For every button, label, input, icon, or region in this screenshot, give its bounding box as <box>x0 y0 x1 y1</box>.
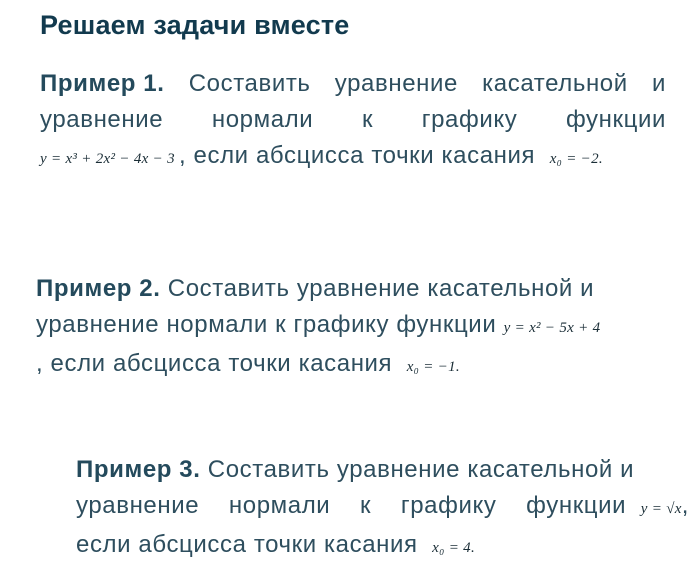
example-3-condition: если абсцисса точки касания <box>76 531 418 558</box>
example-2-end: . <box>455 359 460 375</box>
example-3-word: уравнение <box>76 492 200 519</box>
example-2-line-2 <box>36 307 684 346</box>
example-1-word: касательной <box>482 70 628 97</box>
example-3-formula: y = √x <box>640 501 682 517</box>
example-1-label: Пример 1. <box>40 70 165 97</box>
example-1-word: уравнение <box>334 70 458 97</box>
example-3-line-3 <box>76 527 689 566</box>
example-1-word: Составить <box>188 70 311 97</box>
example-3-word: к <box>360 492 372 519</box>
example-1-condition: , если абсцисса точки касания <box>178 142 536 169</box>
example-3-x0: x₀ = 4 <box>432 540 471 556</box>
example-1-line-3 <box>40 138 666 177</box>
example-3-word: функции <box>526 492 627 519</box>
example-2-line-3 <box>36 346 684 385</box>
example-2-label: Пример 2. <box>36 275 161 302</box>
example-3-text: Составить уравнение касательной и <box>207 456 635 483</box>
example-2 <box>36 271 684 385</box>
example-1-word: графику <box>421 106 518 133</box>
example-3-word: графику <box>400 492 497 519</box>
example-2-formula: y = x² − 5x + 4 <box>503 320 601 336</box>
example-1-line-2 <box>40 102 666 138</box>
example-1-word: нормали <box>211 106 314 133</box>
example-3-end: . <box>470 540 476 556</box>
example-1-word: к <box>361 106 374 133</box>
page-title: Решаем задачи вместе <box>40 10 350 40</box>
example-1-line-1 <box>40 66 666 102</box>
example-3-word: нормали <box>228 492 331 519</box>
example-1-word: и <box>651 70 666 97</box>
example-1 <box>40 66 666 177</box>
example-1-end: . <box>598 151 603 167</box>
example-2-text: уравнение нормали к графику функции <box>36 311 497 338</box>
example-2-condition: , если абсцисса точки касания <box>36 350 393 377</box>
example-1-formula-text: y = x³ + 2x² − 4x − 3 <box>40 151 175 167</box>
example-3-line-1 <box>76 452 689 488</box>
example-2-line-1 <box>36 271 684 307</box>
example-1-word: уравнение <box>40 106 164 133</box>
example-1-word: функции <box>565 106 666 133</box>
example-3-line-2 <box>76 488 689 527</box>
example-1-x0: x₀ = −2 <box>549 151 599 167</box>
example-3-comma: , <box>681 492 689 519</box>
example-2-x0: x₀ = −1 <box>406 359 456 375</box>
example-1-formula <box>40 151 179 167</box>
example-3-label: Пример 3. <box>76 456 201 483</box>
example-2-text: Составить уравнение касательной и <box>167 275 595 302</box>
example-3 <box>76 452 689 566</box>
